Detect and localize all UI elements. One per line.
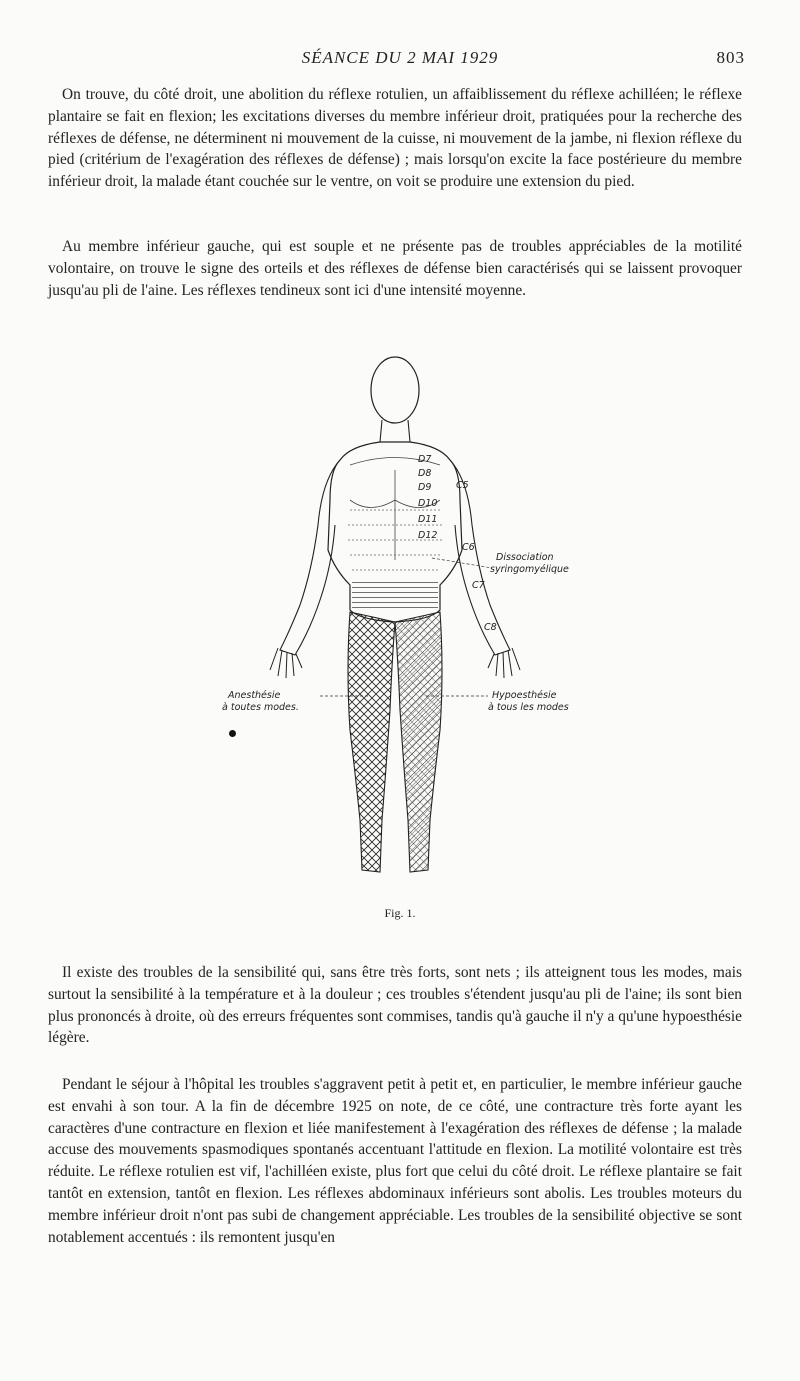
page-number: 803 [716,48,745,67]
dermatome-mark: D10 [418,498,438,509]
body-sensitivity-figure [200,350,600,900]
label-hypoesthesie-2: à tous les modes [488,702,569,713]
abdomen-stripes [352,578,438,610]
label-hypoesthesie: Hypoesthésie [492,690,557,701]
figure-caption: Fig. 1. [384,906,416,920]
paragraph-3-text: Il existe des troubles de la sensibilité qui, sans être très forts, sont nets ; ils atteignent tous les modes, mais surtout la sensibilité à la température et à la douleur ; ces troubles s'étendent jusqu'au pli de l'aine; ils sont bien plus prononcés à droite, où des erreurs fréquentes sont commises, tandis qu'à gauche il n'y a qu'une hypoesthésie légère. [48,964,742,1047]
paragraph-2-text: Au membre inférieur gauche, qui est souple et ne présente pas de troubles appréciables de la motilité volontaire, on trouve le signe des orteils et des réflexes de défense bien caractérisés qui se laissent provoquer jusqu'au pli de l'aine. Les réflexes tendineux sont ici d'une intensité moyenne. [48,238,742,299]
leader-dissociation [432,558,492,568]
dermatome-mark: C6 [462,542,475,553]
dermatome-mark: C5 [456,480,469,491]
label-anesthesie-2: à toutes modes. [222,702,299,713]
running-header [55,48,745,72]
header-title: SÉANCE DU 2 MAI 1929 [301,48,499,67]
label-dissociation-2: syringomyélique [490,564,569,575]
ink-dot [229,730,236,737]
label-anesthesie: Anesthésie [228,690,281,701]
head-outline [371,357,419,423]
paragraph-1 [48,84,742,193]
paragraph-1-text: On trouve, du côté droit, une abolition du réflexe rotulien, un affaiblissement du réflexe achilléen; le réflexe plantaire se fait en flexion; les excitations diverses du membre inférieur droit, pratiquées pour la recherche des réflexes de défense, ne déterminent ni mouvement de la cuisse, ni mouvement de la jambe, ni flexion réflexe du pied (critérium de l'exagération des réflexes de défense) ; mais lorsqu'on excite la face postérieure du membre inférieur droit, la malade étant couchée sur le ventre, on voit se produire une extension du pied. [48,86,742,191]
dermatome-mark: D9 [418,482,432,493]
paragraph-3 [48,962,742,1049]
dermatome-mark: D11 [418,514,438,525]
dermatome-mark: D8 [418,468,432,479]
label-dissociation: Dissociation [496,552,554,563]
paragraph-4-text: Pendant le séjour à l'hôpital les troubles s'aggravent petit à petit et, en particulier, le membre inférieur gauche est envahi à son tour. A la fin de décembre 1925 on note, de ce côté, une contracture très forte ayant les caractères d'une contracture en flexion et liée manifestement à l'exagération des réflexes de défense ; la malade accuse des mouvements spasmodiques spontanés accentuant l'attitude en flexion. La motilité volontaire est très réduite. Le réflexe rotulien est vif, l'achilléen existe, plus fort que celui du côté droit. Le réflexe plantaire se fait tantôt en extension, tantôt en flexion. Les réflexes abdominaux inférieurs sont abolis. Les troubles moteurs du membre inférieur droit n'ont pas subi de changement appréciable. Les troubles de la sensibilité objective se sont notablement accentués : ils remontent jusqu'en [48,1076,742,1246]
dermatome-mark: C8 [484,622,497,633]
dermatome-mark: C7 [472,580,485,591]
left-arm-outline [280,460,340,655]
right-leg [348,612,395,872]
paragraph-4 [48,1074,742,1248]
dermatome-mark: D12 [418,530,438,541]
paragraph-2 [48,236,742,301]
dermatome-mark: D7 [418,454,432,465]
